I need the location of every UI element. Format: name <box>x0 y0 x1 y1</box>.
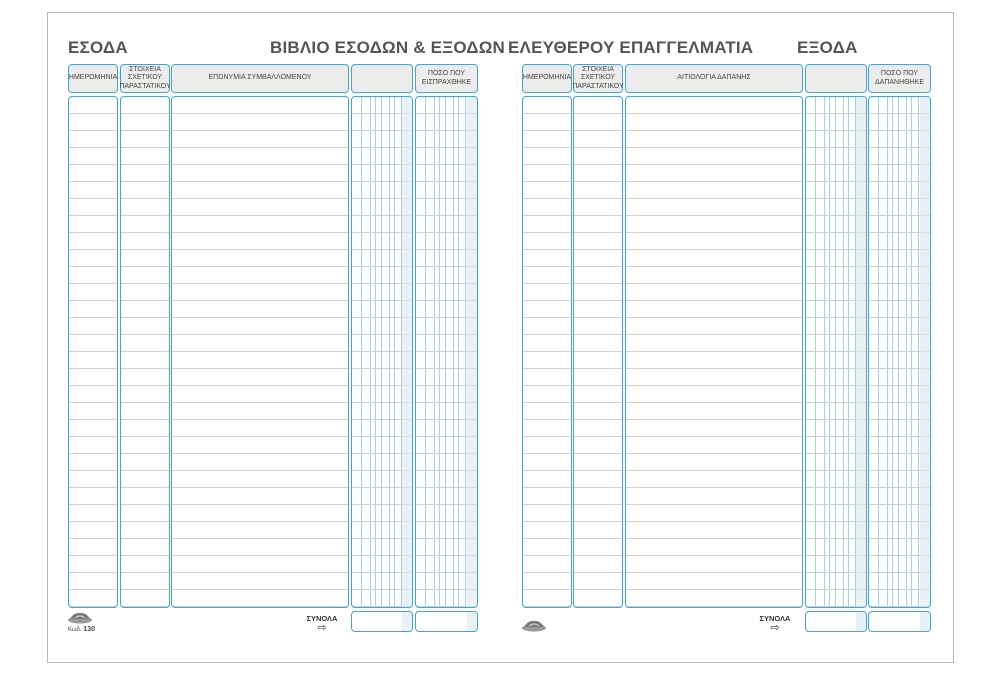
column-date[interactable] <box>68 96 118 608</box>
header-document-label: ΣΤΟΙΧΕΙΑ ΣΧΕΤΙΚΟΥ ΠΑΡΑΣΤΑΤΙΚΟΥ <box>119 65 171 90</box>
column-document[interactable] <box>120 96 170 608</box>
total-blank-right[interactable] <box>805 611 867 632</box>
arrow-right-icon: ⇨ <box>317 622 327 634</box>
column-date-expenses[interactable] <box>522 96 572 608</box>
header-expense-reason-label: ΑΙΤΙΟΛΟΓΙΑ ΔΑΠΑΝΗΣ <box>677 74 751 82</box>
book-title-left: ΒΙΒΛΙΟ ΕΣΟΔΩΝ & ΕΞΟΔΩΝ <box>270 38 506 57</box>
header-counterparty-label: ΕΠΩΝΥΜΙΑ ΣΥΜΒΑΛΛΟΜΕΝΟΥ <box>208 74 312 82</box>
header-document-expenses-label: ΣΤΟΙΧΕΙΑ ΣΧΕΤΙΚΟΥ ΠΑΡΑΣΤΑΤΙΚΟΥ <box>572 65 624 90</box>
total-amount-received[interactable] <box>415 611 478 632</box>
total-amount-spent[interactable] <box>868 611 931 632</box>
header-amount-received-label: ΠΟΣΟ ΠΟΥ ΕΙΣΠΡΑΧΘΗΚΕ <box>421 70 472 86</box>
product-code <box>68 626 95 633</box>
header-blank <box>351 64 413 93</box>
publisher-logo-icon <box>66 610 94 624</box>
header-amount-spent <box>868 64 931 93</box>
column-amount-spent[interactable] <box>868 96 931 608</box>
income-section-title: ΕΣΟΔΑ <box>68 38 128 57</box>
totals-label-left <box>297 614 347 633</box>
header-date-expenses-label: ΗΜΕΡΟΜΗΝΙΑ <box>522 74 572 82</box>
header-document-expenses <box>573 64 623 93</box>
product-code-label: Κωδ. <box>68 627 82 633</box>
header-date-expenses <box>522 64 572 93</box>
column-document-expenses[interactable] <box>573 96 623 608</box>
column-amount-received[interactable] <box>415 96 478 608</box>
header-expense-reason <box>625 64 803 93</box>
header-blank-expenses <box>805 64 867 93</box>
header-date <box>68 64 118 93</box>
totals-text-right: ΣΥΝΟΛΑ <box>759 614 791 623</box>
column-blank-amount-expenses[interactable] <box>805 96 867 608</box>
arrow-right-icon: ⇨ <box>770 622 780 634</box>
column-expense-reason[interactable] <box>625 96 803 608</box>
header-date-label: ΗΜΕΡΟΜΗΝΙΑ <box>68 74 118 82</box>
header-amount-spent-label: ΠΟΣΟ ΠΟΥ ΔΑΠΑΝΗΘΗΚΕ <box>874 70 925 86</box>
header-document <box>120 64 170 93</box>
expenses-section-title: ΕΞΟΔΑ <box>797 38 858 57</box>
column-blank-amount[interactable] <box>351 96 413 608</box>
header-amount-received <box>415 64 478 93</box>
total-blank-left[interactable] <box>351 611 413 632</box>
product-code-number: 130 <box>83 626 95 633</box>
totals-label-right <box>750 614 800 633</box>
column-counterparty-name[interactable] <box>171 96 349 608</box>
book-title-right: ΕΛΕΥΘΕΡΟΥ ΕΠΑΓΓΕΛΜΑΤΙΑ <box>508 38 754 57</box>
publisher-logo-icon-right <box>520 618 548 632</box>
totals-text-left: ΣΥΝΟΛΑ <box>306 614 338 623</box>
header-counterparty-name <box>171 64 349 93</box>
